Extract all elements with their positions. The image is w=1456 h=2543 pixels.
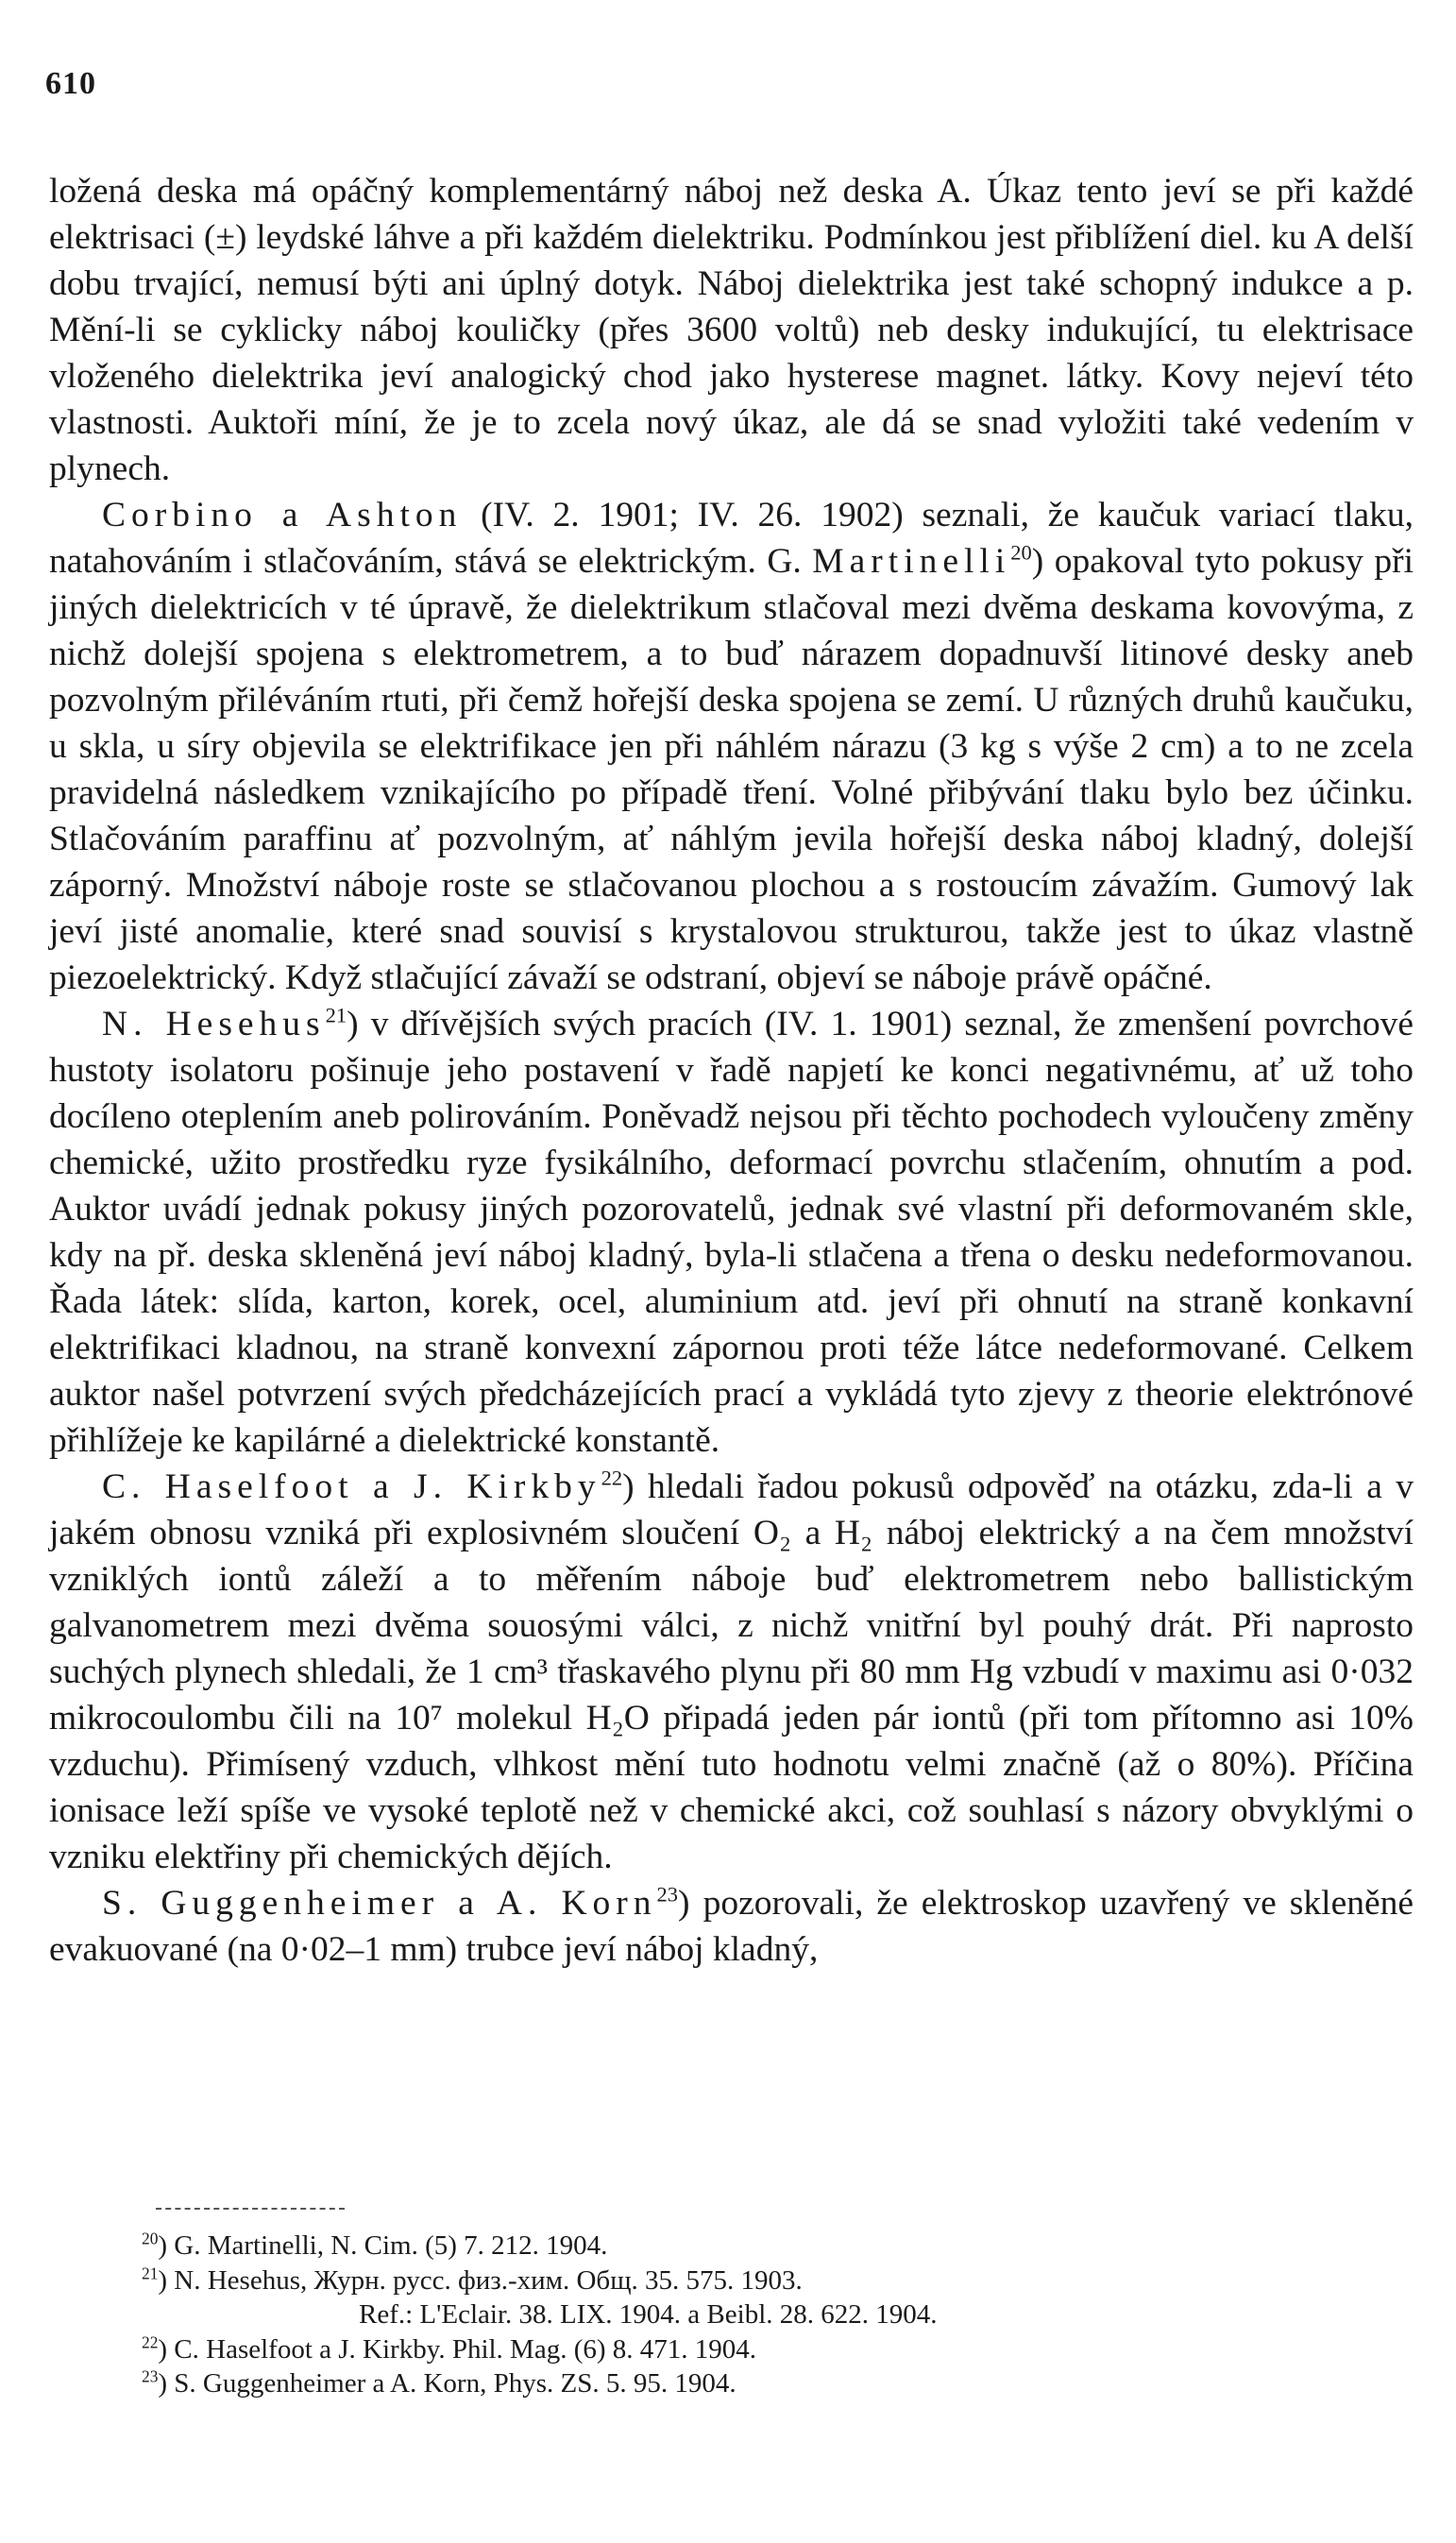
- footnote-ref-22: 22: [601, 1466, 623, 1490]
- author-name-hesehus: N. Hesehus: [102, 1005, 326, 1043]
- footnote-ref-23: 23: [656, 1882, 679, 1907]
- paragraph-2: [49, 492, 1414, 1001]
- footnote-text: ) C. Haselfoot a J. Kirkby. Phil. Mag. (6) 8. 471. 1904.: [158, 2333, 757, 2365]
- author-names-haselfoot-kirkby: C. Haselfoot a J. Kirkby: [102, 1467, 601, 1506]
- paragraph-5-text: ) pozorovali, že elektroskop uzavřený ve skleněné evakuované (na 0·02–1 mm) trubce jeví náboj kladný,: [49, 1884, 1414, 1969]
- footnote-mark: 23: [142, 2366, 159, 2386]
- footnote-20: [142, 2229, 1416, 2263]
- author-names-corbino-ashton: Corbino a Ashton: [102, 496, 463, 534]
- footnote-21-ref: [142, 2297, 1416, 2332]
- footnote-ref-20: 20: [1010, 540, 1032, 565]
- footnote-23: [142, 2366, 1416, 2401]
- paragraph-4-text: ) hledali řadou pokusů odpověď na otázku, zda-li a v jakém obnosu vzniká při explosivném sloučení O₂ a H₂ náboj elektrický a na čem množství vzniklých iontů záleží a to měřením náboje buď elektrometrem nebo ballistickým galvanometrem mezi dvěma souosými válci, z nichž vnitřní byl pouhý drát. Při naprosto suchých plynech shledali, že 1 cm³ třaskavého plynu při 80 mm Hg vzbudí v maximu asi 0·032 mikrocoulombu čili na 10⁷ molekul H₂O připadá jeden pár iontů (při tom přítomno asi 10% vzduchu). Přimísený vzduch, vlhkost mění tuto hodnotu velmi značně (až o 80%). Příčina ionisace leží spíše ve vysoké teplotě než v chemické akci, což souhlasí s názory obvyklými o vzniku elektřiny při chemických dějích.: [49, 1467, 1414, 1876]
- page-number: 610: [45, 66, 96, 101]
- footnote-text: ) G. Martinelli, N. Cim. (5) 7. 212. 1904.: [158, 2230, 608, 2261]
- footnote-mark: 20: [142, 2229, 159, 2248]
- footnote-ref-21: 21: [325, 1003, 347, 1027]
- footnote-mark: 22: [142, 2331, 159, 2351]
- footnote-text: ) N. Hesehus, Журн. русс. физ.-хим. Общ. 35. 575. 1903.: [158, 2264, 803, 2296]
- author-name-martinelli: Martinelli: [812, 542, 1011, 581]
- paragraph-2-text-cont: ) opakoval tyto pokusy při jiných dielektricích v té úpravě, že dielektrikum stlačoval mezi dvěma deskama kovovýma, z nichž dolejší spojena s elektrometrem, a to buď nárazem dopadnuvší litinové desky aneb pozvolným přiléváním rtuti, při čemž hořejší deska spojena se zemí. U různých druhů kaučuku, u skla, u síry objevila se elektrifikace jen při náhlém nárazu (3 kg s výše 2 cm) a to ne zcela pravidelná následkem vznikajícího po případě tření. Volné přibývání tlaku bylo bez účinku. Stlačováním paraffinu ať pozvolným, ať náhlým jevila hořejší deska náboj kladný, dolejší záporný. Množství náboje roste se stlačovanou plochou a s rostoucím závažím. Gumový lak jeví jisté anomalie, které snad souvisí s krystalovou strukturou, takže jest to úkaz vlastně piezoelektrický. Když stlačující závaží se odstraní, objeví se náboje právě opáčné.: [49, 542, 1414, 997]
- footnote-21: [142, 2263, 1416, 2298]
- body-text: [49, 168, 1414, 1973]
- paragraph-5: [49, 1880, 1414, 1973]
- paragraph-3-text: ) v dřívějších svých pracích (IV. 1. 1901) seznal, že zmenšení povrchové hustoty isolatoru pošinuje jeho postavení v řadě napjetí ke konci negativnému, ať už toho docíleno oteplením aneb polirováním. Poněvadž nejsou při těchto pochodech vyloučeny změny chemické, užito prostředku ryze fysikálního, deformací povrchu stlačením, ohnutím a pod. Auktor uvádí jednak pokusy jiných pozorovatelů, jednak své vlastní při deformovaném skle, kdy na př. deska skleněná jeví náboj kladný, byla-li stlačena a třena o desku nedeformovanou. Řada látek: slída, karton, korek, ocel, aluminium atd. jeví při ohnutí na straně konkavní elektrifikaci kladnou, na straně konvexní zápornou proti téže látce nedeformované. Celkem auktor našel potvrzení svých předcházejících prací a vykládá tyto zjevy z theorie elektrónové přihlížeje ke kapilárné a dielektrické konstantě.: [49, 1005, 1414, 1460]
- footnote-22: [142, 2332, 1416, 2367]
- paragraph-1-text: ložená deska má opáčný komplementárný náboj než deska A. Úkaz tento jeví se při každé elektrisaci (±) leydské láhve a při každém dielektriku. Podmínkou jest přiblížení diel. ku A delší dobu trvající, nemusí býti ani úplný dotyk. Náboj dielektrika jest také schopný indukce a p. Mění-li se cyklicky náboj kouličky (přes 3600 voltů) neb desky indukující, tu elektrisace vloženého dielektrika jeví analogický chod jako hysterese magnet. látky. Kovy nejeví této vlastnosti. Auktoři míní, že je to zcela nový úkaz, ale dá se snad vyložiti také vedením v plynech.: [49, 172, 1414, 488]
- footnote-mark: 21: [142, 2263, 159, 2282]
- paragraph-3: [49, 1001, 1414, 1464]
- paragraph-2-text: (IV. 2. 1901; IV. 26. 1902) seznali, že kaučuk variací tlaku, natahováním i stlačováním, stává se elektrickým. G.: [49, 496, 1414, 581]
- footnotes: [142, 2229, 1416, 2401]
- paragraph-1: [49, 168, 1414, 492]
- footnote-separator: [156, 2208, 345, 2210]
- footnote-text: Ref.: L'Eclair. 38. LIX. 1904. a Beibl. 28. 622. 1904.: [359, 2299, 938, 2330]
- paragraph-4: [49, 1464, 1414, 1880]
- author-names-guggenheimer-korn: S. Guggenheimer a A. Korn: [102, 1884, 657, 1923]
- footnote-text: ) S. Guggenheimer a A. Korn, Phys. ZS. 5. 95. 1904.: [158, 2368, 736, 2399]
